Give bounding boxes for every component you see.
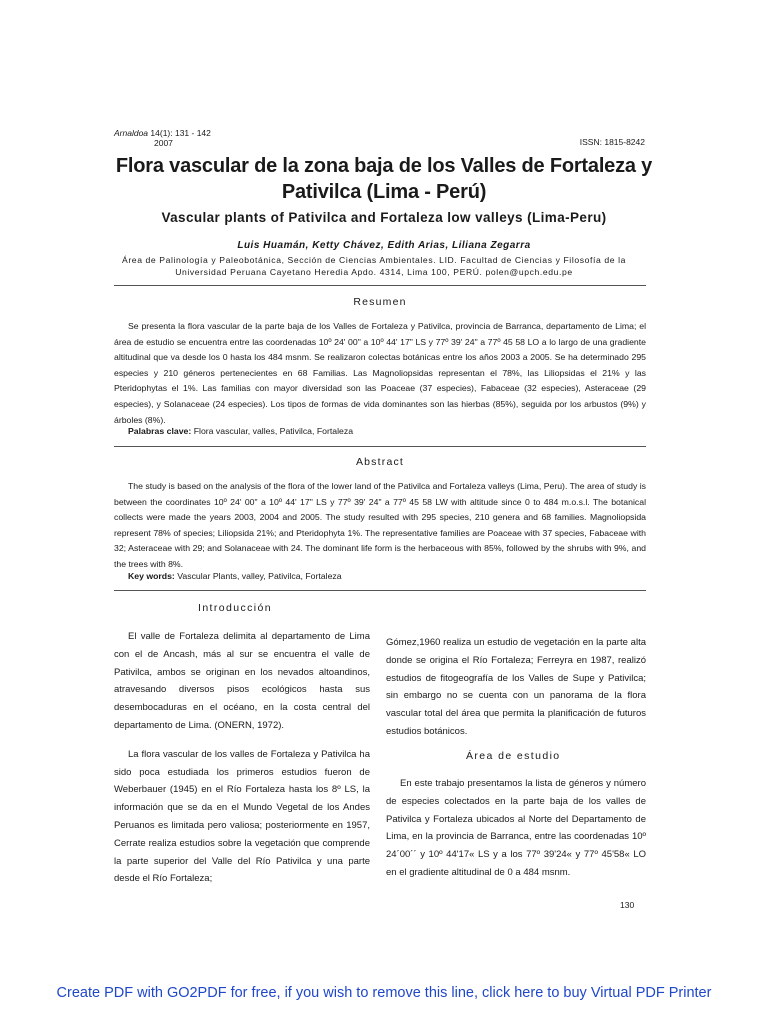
keywords-text: Vascular Plants, valley, Pativilca, Fortaleza (177, 571, 342, 581)
divider (114, 285, 646, 286)
divider (114, 590, 646, 591)
page-number: 130 (620, 900, 635, 910)
issn: ISSN: 1815-8242 (579, 137, 645, 147)
title-english: Vascular plants of Pativilca and Fortaleza low valleys (Lima-Peru) (161, 210, 607, 225)
journal-year: 2007 (154, 138, 173, 148)
authors: Luis Huamán, Ketty Chávez, Edith Arias, Liliana Zegarra (237, 240, 531, 251)
intro-paragraph: El valle de Fortaleza delimita al departamento de Lima con el de Ancash, más al sur se encuentra el valle de Pativilca, ambos se originan en los nevados altoandinos, atravesando diversos pisos ecológicos hasta sus desembocaduras en el océano, en la costa central del departamento de Lima. (ONERN, 1972). (114, 631, 370, 731)
intro-column-left (114, 628, 370, 888)
area-column (386, 775, 646, 882)
footer-link[interactable]: Create PDF with GO2PDF for free, if you wish to remove this line, click here to buy Virtual PDF Printer (56, 985, 712, 1001)
abstract-heading: Abstract (355, 456, 405, 468)
affiliation: Área de Palinología y Paleobotánica, Sección de Ciencias Ambientales. LID. Facultad de Ciencias y Filosofía de la Universidad Peruana Cayetano Heredia Apdo. 4314, Lima 100, PERÚ. polen@upch.edu.pe (122, 255, 626, 277)
abstract-paragraph: The study is based on the analysis of the flora of the lower land of the Pativilca and Fortaleza valleys (Lima, Peru). The area of study is between the coordinates 10º 24' 00" a 10º 44' 17" LS y 77º 39' 24" a 77º 45 58 LW with altitude since 0 to 484 m.o.s.l. The botanical collects were made the years 2003, 2004 and 2005. The study resulted with 295 species, 210 genera and 68 families. Magnoliopsida represent 78% of species; Liliopsida 21%; and Pteridophyta 1%. The representative families are Poaceae with 37 species, Fabaceae with 32; Asteraceae with 29; and Solanaceae with 24. The dominant life form is the herbaceous with 85%, followed by the shrubs with 9%, and the trees with 8%. (114, 481, 646, 569)
resumen-paragraph: Se presenta la flora vascular de la parte baja de los Valles de Fortaleza y Pativilca, provincia de Barranca, departamento de Lima; el área de estudio se encuentra entre las coordenadas 10º 24' 00" a 10º 44' 17" LS y 77º 39' 24" a 77º 45 58 LO a lo largo de una gradiente altitudinal que va desde los 0 hasta los 484 msnm. Se realizaron colectas botánicas entre los años 2003 a 2005. Se ha determinado 295 especies y 210 géneros pertenecientes en 68 Familias. Las Magnoliopsidas representan el 78%, las Liliopsidas el 21% y las Pteridophytas el 1%. Las familias con mayor diversidad son las Poaceae (37 especies), Fabaceae (32 especies), Asteraceae (29 especies), y Solanaceae (24 especies). Los tipos de formas de vida dominantes son las hierbas (85%), seguida por los arbustos (9%) y árboles (8%). (114, 321, 646, 425)
title-spanish-line1: Flora vascular de la zona baja de los Valles de Fortaleza y (115, 155, 653, 177)
resumen-text (114, 319, 646, 428)
divider (114, 446, 646, 447)
abstract-text (114, 479, 646, 573)
keywords-label: Key words: (128, 571, 175, 581)
keywords-label: Palabras clave: (128, 426, 192, 436)
area-heading: Área de estudio (466, 750, 561, 762)
intro-paragraph: La flora vascular de los valles de Fortaleza y Pativilca ha sido poca estudiada los primeros estudios fueron de Weberbauer (1945) en el Río Fortaleza hasta los 8º LS, la información que se da en el Mundo Vegetal de los Andes Peruanos es limitada pero valiosa; posteriormente en 1957, Cerrate realiza estudios sobre la vegetación que comprende la parte superior del Valle del Río Pativilca y una parte desde el Río Fortaleza; (114, 748, 370, 885)
intro-paragraph: Gómez,1960 realiza un estudio de vegetación en la parte alta donde se origina el Río Fortaleza; Ferreyra en 1987, realizó estudios de fitogeografía de los Valles de Supe y Pativilca; sin embargo no se cuenta con un panorama de la flora vascular total del área que permita la planificación de futuros estudios botánicos. (386, 637, 646, 737)
resumen-keywords (128, 426, 353, 436)
resumen-heading: Resumen (353, 296, 407, 308)
title-spanish-line2: Pativilca (Lima - Perú) (281, 181, 487, 203)
intro-heading: Introducción (198, 602, 273, 614)
area-paragraph: En este trabajo presentamos la lista de géneros y número de especies colectados en la parte baja de los valles de Pativilca y Fortaleza ubicados al Norte del Departamento de Lima, en la provincia de Barranca, entre las coordenadas 10º 24´00´´ y 10º 44'17« LS y a los 77º 39'24« y 77º 45'58« LO en el gradiente altitudinal de 0 a 484 msnm. (386, 778, 646, 878)
keywords-text: Flora vascular, valles, Pativilca, Fortaleza (193, 426, 354, 436)
journal-volume: 14(1): 131 - 142 (150, 128, 211, 138)
title-spanish (90, 153, 678, 205)
intro-column-right (386, 634, 646, 741)
journal-name: Arnaldoa (114, 128, 149, 138)
journal-reference (114, 128, 211, 148)
abstract-keywords (128, 571, 342, 581)
